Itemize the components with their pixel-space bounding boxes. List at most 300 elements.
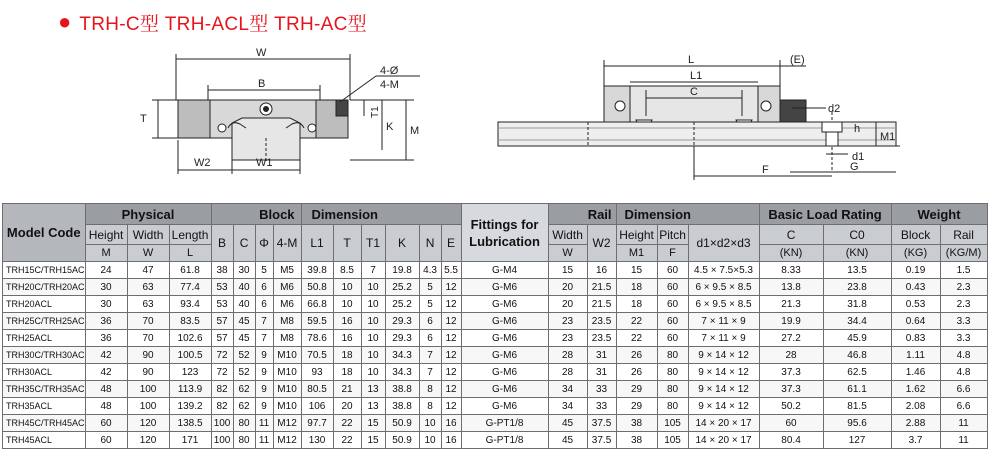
table-cell: 6.6 [940,381,987,398]
table-cell: 59.5 [301,313,333,330]
front-view [140,47,420,174]
table-cell: 8 [419,381,441,398]
table-cell: 19.9 [759,313,823,330]
table-cell: 100.5 [169,347,211,364]
header-model-code: Model Code [3,204,86,262]
table-cell: 38.8 [385,381,419,398]
unit-length: L [169,245,211,262]
table-cell: 120 [127,415,169,432]
unit-c-dynamic: (KN) [759,245,823,262]
table-cell: 21 [333,381,361,398]
model-code-cell: TRH20ACL [3,296,86,313]
table-cell: 45 [233,330,255,347]
table-cell: 16 [441,415,461,432]
table-cell: 33 [587,381,616,398]
table-cell: 45 [548,415,587,432]
table-cell: 60 [85,432,127,449]
table-cell: 10 [333,279,361,296]
table-cell: 23 [548,313,587,330]
table-cell: 1.11 [891,347,940,364]
table-cell: 6 × 9.5 × 8.5 [688,279,759,296]
table-cell: 7 [361,262,385,279]
table-cell: 28 [548,364,587,381]
table-cell: 171 [169,432,211,449]
table-cell: 24 [85,262,127,279]
dim-label-t1: T1 [370,106,381,118]
subheader-block-weight: Block [891,225,940,245]
table-cell: 21.5 [587,296,616,313]
table-cell: 31 [587,347,616,364]
table-cell: 123 [169,364,211,381]
table-cell: G-M6 [461,279,548,296]
header-fittings [461,204,548,262]
subheader-rail-height: Height [616,225,657,245]
table-cell: 31.8 [823,296,891,313]
table-cell: G-M6 [461,398,548,415]
table-cell: 7 [255,330,273,347]
table-cell: 82 [211,398,233,415]
table-cell: 80 [657,347,688,364]
table-cell: 14 × 20 × 17 [688,415,759,432]
table-cell: 34.3 [385,364,419,381]
table-cell: 78.6 [301,330,333,347]
table-cell: 9 [255,381,273,398]
header-physical: Physical [85,204,211,225]
subheader-rail-weight: Rail [940,225,987,245]
dim-label-k: K [386,121,394,133]
table-cell: 4.8 [940,347,987,364]
unit-width: W [127,245,169,262]
table-cell: G-M6 [461,347,548,364]
table-cell: 0.64 [891,313,940,330]
table-cell: 8.5 [333,262,361,279]
table-cell: 120 [127,432,169,449]
table-cell: 60 [657,313,688,330]
header-block: Block [211,204,301,225]
spec-table [2,203,988,449]
page-title: TRH-C型 TRH-ACL型 TRH-AC型 [79,13,367,35]
table-cell: 13 [361,381,385,398]
subheader-pitch: Pitch [657,225,688,245]
table-cell: 106 [301,398,333,415]
table-cell: 0.19 [891,262,940,279]
table-cell: 100 [127,381,169,398]
table-cell: 11 [255,415,273,432]
table-cell: 0.53 [891,296,940,313]
table-cell: 11 [940,415,987,432]
table-cell: 90 [127,364,169,381]
bullet-icon: ● [58,9,72,34]
table-cell: 80 [657,398,688,415]
table-cell: 13.8 [759,279,823,296]
table-cell: 80 [233,432,255,449]
table-cell: 5.5 [441,262,461,279]
table-cell: 50.9 [385,415,419,432]
table-cell: 12 [441,364,461,381]
table-cell: 11 [940,432,987,449]
table-cell: 31 [587,364,616,381]
model-code-cell: TRH20C/TRH20AC [3,279,86,296]
table-cell: 77.4 [169,279,211,296]
table-cell: 72 [211,347,233,364]
model-code-cell: TRH35C/TRH35AC [3,381,86,398]
table-cell: 63 [127,296,169,313]
table-cell: 4.5 × 7.5×5.3 [688,262,759,279]
table-cell: 18 [616,296,657,313]
hole-callout: 4-Ø [380,65,399,77]
table-cell: 16 [333,330,361,347]
table-cell: 22 [333,432,361,449]
table-cell: 23.5 [587,313,616,330]
dim-label-b: B [258,78,266,90]
dim-label-d2: d2 [828,103,841,115]
table-cell: 29.3 [385,330,419,347]
subheader-k: K [385,225,419,262]
table-cell: 9 [255,364,273,381]
table-cell: 12 [441,347,461,364]
table-cell: G-M6 [461,313,548,330]
subheader-t1: T1 [361,225,385,262]
table-row [3,364,988,381]
table-cell: 10 [361,330,385,347]
table-cell: 63 [127,279,169,296]
table-cell: 26 [616,347,657,364]
subheader-b: B [211,225,233,262]
table-cell: M10 [273,381,301,398]
table-cell: 7 × 11 × 9 [688,330,759,347]
table-cell: 12 [441,279,461,296]
table-cell: 28 [548,347,587,364]
table-cell: M10 [273,347,301,364]
table-cell: 70.5 [301,347,333,364]
dim-label-w: W [256,47,267,59]
table-cell: 15 [616,262,657,279]
table-cell: 82 [211,381,233,398]
model-code-cell: TRH45C/TRH45AC [3,415,86,432]
table-cell: 23.5 [587,330,616,347]
header-block-dimension: Dimension [301,204,461,225]
table-cell: G-M6 [461,296,548,313]
table-cell: 16 [333,313,361,330]
table-cell: 72 [211,364,233,381]
subheader-height: Height [85,225,127,245]
thread-callout: 4-M [380,79,399,91]
table-cell: 100 [211,432,233,449]
table-cell: 12 [441,313,461,330]
table-cell: 30 [85,279,127,296]
dim-label-t: T [140,113,147,125]
table-cell: 10 [333,296,361,313]
table-cell: 62 [233,398,255,415]
table-cell: 20 [548,296,587,313]
technical-drawing [0,30,1000,202]
table-cell: 95.6 [823,415,891,432]
dim-label-d1: d1 [852,151,865,163]
table-row [3,381,988,398]
table-cell: 22 [616,330,657,347]
table-row [3,279,988,296]
table-cell: 10 [361,364,385,381]
model-code-cell: TRH30ACL [3,364,86,381]
table-cell: 22 [333,415,361,432]
model-code-cell: TRH30C/TRH30AC [3,347,86,364]
table-cell: G-M6 [461,364,548,381]
table-cell: 40 [233,296,255,313]
table-cell: 62.5 [823,364,891,381]
spec-table-body [3,262,988,449]
table-cell: 127 [823,432,891,449]
table-cell: 13 [361,398,385,415]
table-cell: 6 [255,296,273,313]
table-cell: 36 [85,313,127,330]
table-cell: 10 [419,432,441,449]
table-cell: M10 [273,364,301,381]
table-cell: 102.6 [169,330,211,347]
table-cell: 60 [657,262,688,279]
table-cell: 12 [441,330,461,347]
table-cell: M10 [273,398,301,415]
table-cell: 10 [361,347,385,364]
table-cell: 0.83 [891,330,940,347]
table-row [3,262,988,279]
table-cell: 1.62 [891,381,940,398]
table-cell: 2.08 [891,398,940,415]
table-cell: M6 [273,279,301,296]
table-cell: 97.7 [301,415,333,432]
table-cell: 52 [233,347,255,364]
table-cell: 45 [233,313,255,330]
table-cell: 38 [616,415,657,432]
table-cell: 113.9 [169,381,211,398]
table-cell: 50.2 [759,398,823,415]
table-row [3,313,988,330]
table-cell: 34 [548,398,587,415]
header-load-rating: Basic Load Rating [759,204,891,225]
table-cell: M5 [273,262,301,279]
table-cell: 60 [657,296,688,313]
table-cell: 18 [333,364,361,381]
table-cell: 6 [419,330,441,347]
table-cell: 4.3 [419,262,441,279]
table-cell: 39.8 [301,262,333,279]
unit-rail-width: W [548,245,587,262]
table-cell: 4.8 [940,364,987,381]
dim-label-l1: L1 [690,70,703,82]
table-cell: 34 [548,381,587,398]
table-cell: 29.3 [385,313,419,330]
table-cell: 19.8 [385,262,419,279]
table-cell: 42 [85,364,127,381]
table-cell: G-PT1/8 [461,432,548,449]
subheader-c-dynamic: C [759,225,823,245]
subheader-4m: 4-M [273,225,301,262]
table-cell: 5 [255,262,273,279]
table-row [3,415,988,432]
table-cell: 100 [211,415,233,432]
table-row [3,347,988,364]
subheader-phi: Φ [255,225,273,262]
table-cell: 9 [255,347,273,364]
dim-label-g: G [850,161,859,173]
unit-c0: (KN) [823,245,891,262]
subheader-t: T [333,225,361,262]
table-cell: 3.3 [940,313,987,330]
unit-height: M [85,245,127,262]
table-cell: 6 [255,279,273,296]
table-cell: 100 [127,398,169,415]
table-cell: 53 [211,296,233,313]
dim-label-e: (E) [790,54,805,66]
table-cell: 21.5 [587,279,616,296]
table-cell: 38 [616,432,657,449]
table-cell: 7 [419,347,441,364]
table-cell: M8 [273,330,301,347]
unit-block-weight: (KG) [891,245,940,262]
table-cell: 70 [127,313,169,330]
table-cell: 66.8 [301,296,333,313]
subheader-l1: L1 [301,225,333,262]
table-cell: 25.2 [385,296,419,313]
table-row [3,330,988,347]
table-cell: 23.8 [823,279,891,296]
dim-label-m: M [410,125,420,137]
table-cell: 1.46 [891,364,940,381]
table-cell: 57 [211,330,233,347]
table-cell: 34.4 [823,313,891,330]
table-cell: 80 [657,364,688,381]
table-cell: 11 [255,432,273,449]
table-cell: 9 × 14 × 12 [688,381,759,398]
subheader-c: C [233,225,255,262]
unit-pitch: F [657,245,688,262]
table-cell: 12 [441,296,461,313]
header-rail: Rail [548,204,616,225]
table-cell: 80.4 [759,432,823,449]
side-view [498,54,900,180]
table-cell: 3.3 [940,330,987,347]
table-cell: 3.7 [891,432,940,449]
table-cell: 12 [441,398,461,415]
dim-label-w1: W1 [256,157,273,169]
table-cell: 9 × 14 × 12 [688,398,759,415]
table-cell: 45.9 [823,330,891,347]
table-cell: 80 [233,415,255,432]
table-cell: 36 [85,330,127,347]
table-cell: 14 × 20 × 17 [688,432,759,449]
table-cell: 20 [548,279,587,296]
subheader-width: Width [127,225,169,245]
table-cell: 9 × 14 × 12 [688,347,759,364]
table-cell: 60 [657,330,688,347]
subheader-c0: C0 [823,225,891,245]
table-cell: 37.5 [587,415,616,432]
table-cell: G-PT1/8 [461,415,548,432]
table-cell: 5 [419,296,441,313]
table-cell: 45 [548,432,587,449]
table-cell: 50.8 [301,279,333,296]
table-cell: 6 × 9.5 × 8.5 [688,296,759,313]
table-cell: 37.5 [587,432,616,449]
dim-label-h: h [854,123,861,135]
table-cell: 2.3 [940,296,987,313]
table-cell: 10 [361,279,385,296]
table-cell: 15 [548,262,587,279]
table-cell: 30 [233,262,255,279]
table-cell: 90 [127,347,169,364]
table-cell: 37.3 [759,381,823,398]
subheader-w2: W2 [587,225,616,262]
table-cell: 48 [85,381,127,398]
table-cell: 52 [233,364,255,381]
table-cell: 29 [616,398,657,415]
table-row [3,432,988,449]
table-cell: G-M6 [461,330,548,347]
subheader-length: Length [169,225,211,245]
table-cell: 28 [759,347,823,364]
table-cell: 60 [657,279,688,296]
table-cell: 10 [419,415,441,432]
table-cell: 30 [85,296,127,313]
table-cell: M6 [273,296,301,313]
table-cell: 20 [333,398,361,415]
table-cell: 40 [233,279,255,296]
table-cell: 53 [211,279,233,296]
table-cell: 16 [587,262,616,279]
table-cell: 105 [657,415,688,432]
table-cell: 37.3 [759,364,823,381]
model-code-cell: TRH25ACL [3,330,86,347]
table-cell: 29 [616,381,657,398]
subheader-rail-width: Width [548,225,587,245]
table-cell: 8 [419,398,441,415]
table-cell: 48 [85,398,127,415]
table-cell: 9 [255,398,273,415]
table-cell: 70 [127,330,169,347]
subheader-e: E [441,225,461,262]
table-cell: 139.2 [169,398,211,415]
dim-label-c: C [690,86,698,98]
table-cell: 2.3 [940,279,987,296]
table-cell: 60 [85,415,127,432]
table-cell: 5 [419,279,441,296]
table-cell: 16 [441,432,461,449]
model-code-cell: TRH35ACL [3,398,86,415]
table-cell: 7 [419,364,441,381]
dim-label-f: F [762,164,769,176]
table-cell: 25.2 [385,279,419,296]
table-cell: 13.5 [823,262,891,279]
header-rail-dimension: Dimension [616,204,759,225]
table-cell: 0.43 [891,279,940,296]
table-cell: 46.8 [823,347,891,364]
table-cell: 10 [361,313,385,330]
table-cell: 10 [361,296,385,313]
table-cell: 61.1 [823,381,891,398]
model-code-cell: TRH25C/TRH25AC [3,313,86,330]
table-cell: 138.5 [169,415,211,432]
table-row [3,398,988,415]
header-weight: Weight [891,204,987,225]
table-cell: 23 [548,330,587,347]
table-cell: 1.5 [940,262,987,279]
model-code-cell: TRH45ACL [3,432,86,449]
table-cell: 93.4 [169,296,211,313]
table-cell: 8.33 [759,262,823,279]
table-cell: 18 [616,279,657,296]
subheader-n: N [419,225,441,262]
header-fittings-line2: Lubrication [469,233,540,249]
subheader-d: d1×d2×d3 [688,225,759,262]
